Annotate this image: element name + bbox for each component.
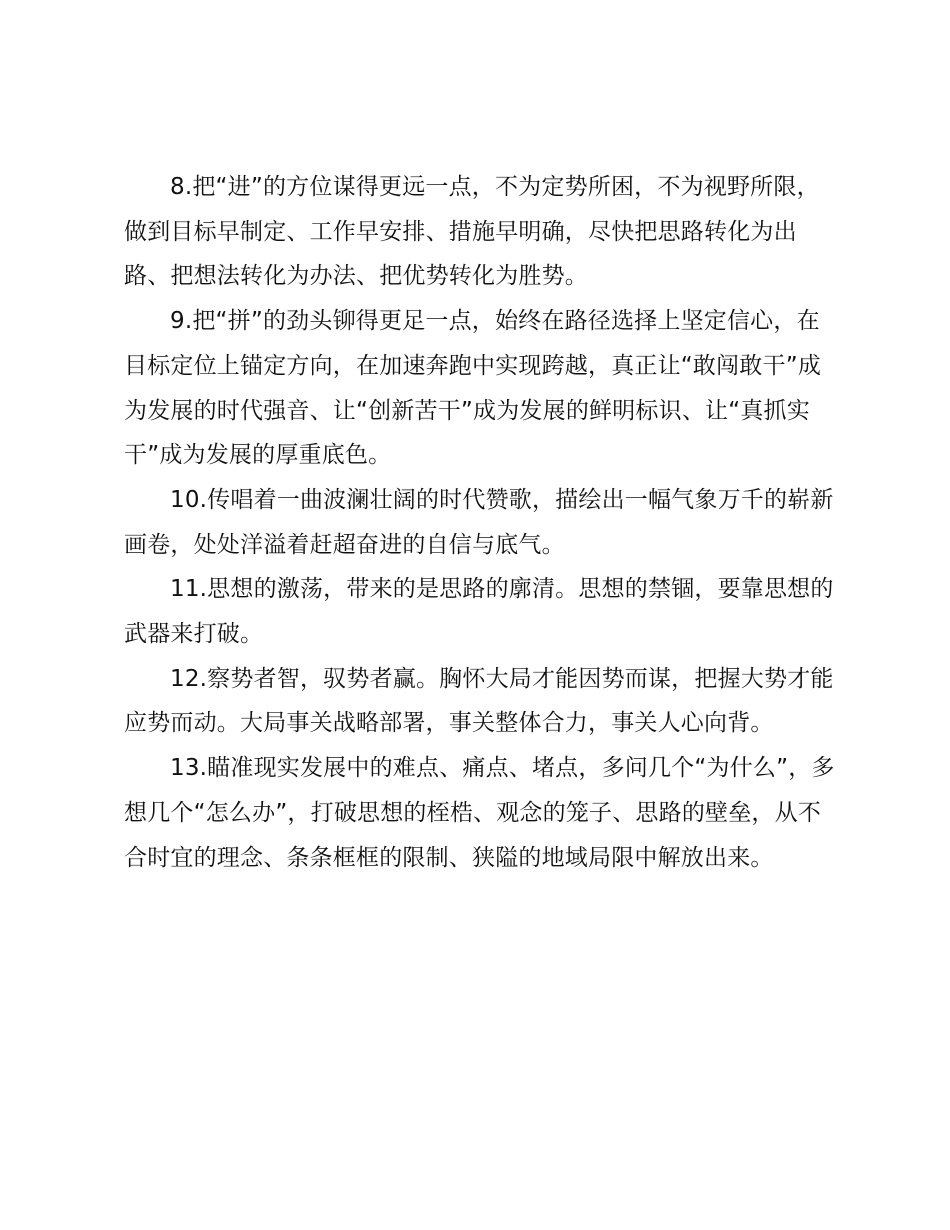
paragraph-10: 10.传唱着一曲波澜壮阔的时代赞歌，描绘出一幅气象万千的崭新画卷，处处洋溢着赶超奋进的自信与底气。: [124, 486, 834, 558]
document-body: [124, 165, 838, 880]
paragraph-11: 11.思想的激荡，带来的是思路的廓清。思想的禁锢，要靠思想的武器来打破。: [124, 576, 834, 648]
paragraph-12: 12.察势者智，驭势者赢。胸怀大局才能因势而谋，把握大势才能应势而动。大局事关战略部署，事关整体合力，事关人心向背。: [124, 665, 834, 737]
paragraph-13: 13.瞄准现实发展中的难点、痛点、堵点，多问几个“为什么”，多想几个“怎么办”，打破思想的桎梏、观念的笼子、思路的壁垒，从不合时宜的理念、条条框框的限制、狭隘的地域局限中解放出来。: [124, 755, 835, 871]
paragraph-8: 8.把“进”的方位谋得更远一点，不为定势所困，不为视野所限，做到目标早制定、工作早安排、措施早明确，尽快把思路转化为出路、把想法转化为办法、把优势转化为胜势。: [124, 174, 820, 290]
paragraph-9: 9.把“拼”的劲头铆得更足一点，始终在路径选择上坚定信心，在目标定位上锚定方向，在加速奔跑中实现跨越，真正让“敢闯敢干”成为发展的时代强音、让“创新苦干”成为发展的鲜明标识、让“真抓实干”成为发展的厚重底色。: [124, 308, 822, 469]
